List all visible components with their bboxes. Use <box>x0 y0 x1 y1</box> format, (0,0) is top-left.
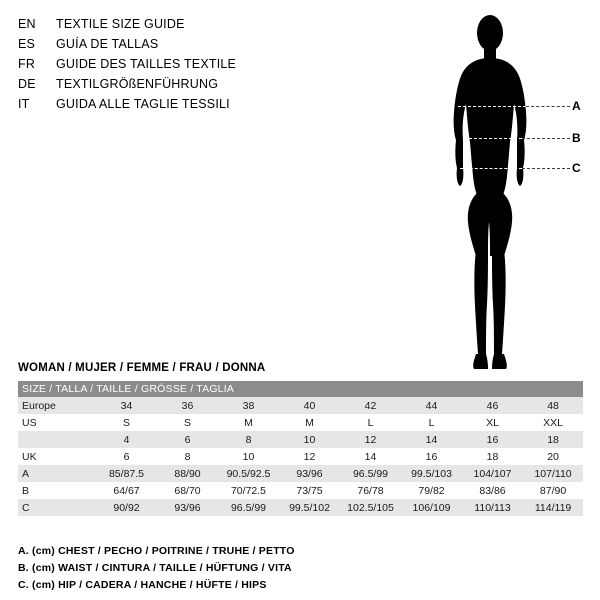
language-code-en: EN <box>18 17 36 31</box>
cell: 18 <box>462 448 523 465</box>
cell: 96.5/99 <box>218 499 279 516</box>
cell: 110/113 <box>462 499 523 516</box>
cell: 6 <box>96 448 157 465</box>
cell: 88/90 <box>157 465 218 482</box>
table-row <box>18 482 583 499</box>
row-label-b: B <box>18 482 96 499</box>
cell: 106/109 <box>401 499 462 516</box>
table-row <box>18 465 583 482</box>
language-code-de: DE <box>18 77 36 91</box>
cell: 4 <box>96 431 157 448</box>
cell: 10 <box>218 448 279 465</box>
cell: M <box>218 414 279 431</box>
language-text-es: GUÍA DE TALLAS <box>56 37 159 51</box>
table-row <box>18 397 583 414</box>
language-code-it: IT <box>18 97 30 111</box>
cell: 16 <box>401 448 462 465</box>
cell: 76/78 <box>340 482 401 499</box>
female-figure-area <box>420 8 590 378</box>
cell: 14 <box>340 448 401 465</box>
cell: 44 <box>401 397 462 414</box>
cell: 93/96 <box>279 465 340 482</box>
cell: S <box>96 414 157 431</box>
measure-line-a-inner <box>458 106 526 107</box>
row-label-europe: Europe <box>18 397 96 414</box>
cell: 107/110 <box>523 465 583 482</box>
language-row-es <box>18 34 398 54</box>
section-title: WOMAN / MUJER / FEMME / FRAU / DONNA <box>18 362 266 374</box>
cell: 99.5/102 <box>279 499 340 516</box>
language-text-en: TEXTILE SIZE GUIDE <box>56 17 185 31</box>
measure-label-a: A <box>572 99 581 113</box>
cell: 93/96 <box>157 499 218 516</box>
cell: XXL <box>523 414 583 431</box>
cell: 42 <box>340 397 401 414</box>
table-row <box>18 414 583 431</box>
cell: 46 <box>462 397 523 414</box>
row-label-c: C <box>18 499 96 516</box>
cell: 83/86 <box>462 482 523 499</box>
table-row <box>18 448 583 465</box>
cell: 34 <box>96 397 157 414</box>
cell: 102.5/105 <box>340 499 401 516</box>
language-text-it: GUIDA ALLE TAGLIE TESSILI <box>56 97 230 111</box>
cell: 38 <box>218 397 279 414</box>
cell: 36 <box>157 397 218 414</box>
cell: 18 <box>523 431 583 448</box>
cell: 40 <box>279 397 340 414</box>
cell: M <box>279 414 340 431</box>
footnotes-block <box>18 543 538 594</box>
footnote-b: B. (cm) WAIST / CINTURA / TAILLE / HÜFTUNG / VITA <box>18 562 292 574</box>
measure-line-a-outer <box>526 106 570 107</box>
row-label-uk: UK <box>18 448 96 465</box>
female-silhouette-icon <box>430 8 550 378</box>
cell: 8 <box>157 448 218 465</box>
size-table <box>18 381 583 516</box>
cell: 79/82 <box>401 482 462 499</box>
language-text-de: TEXTILGRÖßENFÜHRUNG <box>56 77 219 91</box>
cell: 90.5/92.5 <box>218 465 279 482</box>
cell: S <box>157 414 218 431</box>
table-row <box>18 499 583 516</box>
cell: 104/107 <box>462 465 523 482</box>
cell: 85/87.5 <box>96 465 157 482</box>
cell: 73/75 <box>279 482 340 499</box>
language-code-es: ES <box>18 37 36 51</box>
cell: 87/90 <box>523 482 583 499</box>
row-label-us-numeric <box>18 431 96 448</box>
language-code-fr: FR <box>18 57 36 71</box>
cell: 8 <box>218 431 279 448</box>
cell: 20 <box>523 448 583 465</box>
measure-label-c: C <box>572 161 581 175</box>
footnote-c: C. (cm) HIP / CADERA / HANCHE / HÜFTE / HIPS <box>18 579 267 591</box>
row-label-us: US <box>18 414 96 431</box>
table-row <box>18 431 583 448</box>
cell: 10 <box>279 431 340 448</box>
cell: 99.5/103 <box>401 465 462 482</box>
language-text-fr: GUIDE DES TAILLES TEXTILE <box>56 57 237 71</box>
cell: 70/72.5 <box>218 482 279 499</box>
language-header-block <box>18 14 398 114</box>
cell: 114/119 <box>523 499 583 516</box>
measure-line-c-inner <box>460 168 522 169</box>
table-header-label: SIZE / TALLA / TAILLE / GRÖSSE / TAGLIA <box>18 381 583 397</box>
cell: 16 <box>462 431 523 448</box>
cell: 14 <box>401 431 462 448</box>
cell: 68/70 <box>157 482 218 499</box>
cell: 6 <box>157 431 218 448</box>
cell: 90/92 <box>96 499 157 516</box>
language-row-en <box>18 14 398 34</box>
cell: XL <box>462 414 523 431</box>
measure-line-b-outer <box>522 138 570 139</box>
language-row-de <box>18 74 398 94</box>
cell: L <box>401 414 462 431</box>
language-row-it <box>18 94 398 114</box>
table-header-row <box>18 381 583 397</box>
cell: 12 <box>340 431 401 448</box>
cell: 48 <box>523 397 583 414</box>
footnote-a: A. (cm) CHEST / PECHO / POITRINE / TRUHE / PETTO <box>18 545 295 557</box>
cell: L <box>340 414 401 431</box>
measure-line-c-outer <box>522 168 570 169</box>
measure-label-b: B <box>572 131 581 145</box>
cell: 64/67 <box>96 482 157 499</box>
cell: 96.5/99 <box>340 465 401 482</box>
measure-line-b-inner <box>464 138 522 139</box>
row-label-a: A <box>18 465 96 482</box>
language-row-fr <box>18 54 398 74</box>
cell: 12 <box>279 448 340 465</box>
size-table-wrap <box>18 381 582 516</box>
